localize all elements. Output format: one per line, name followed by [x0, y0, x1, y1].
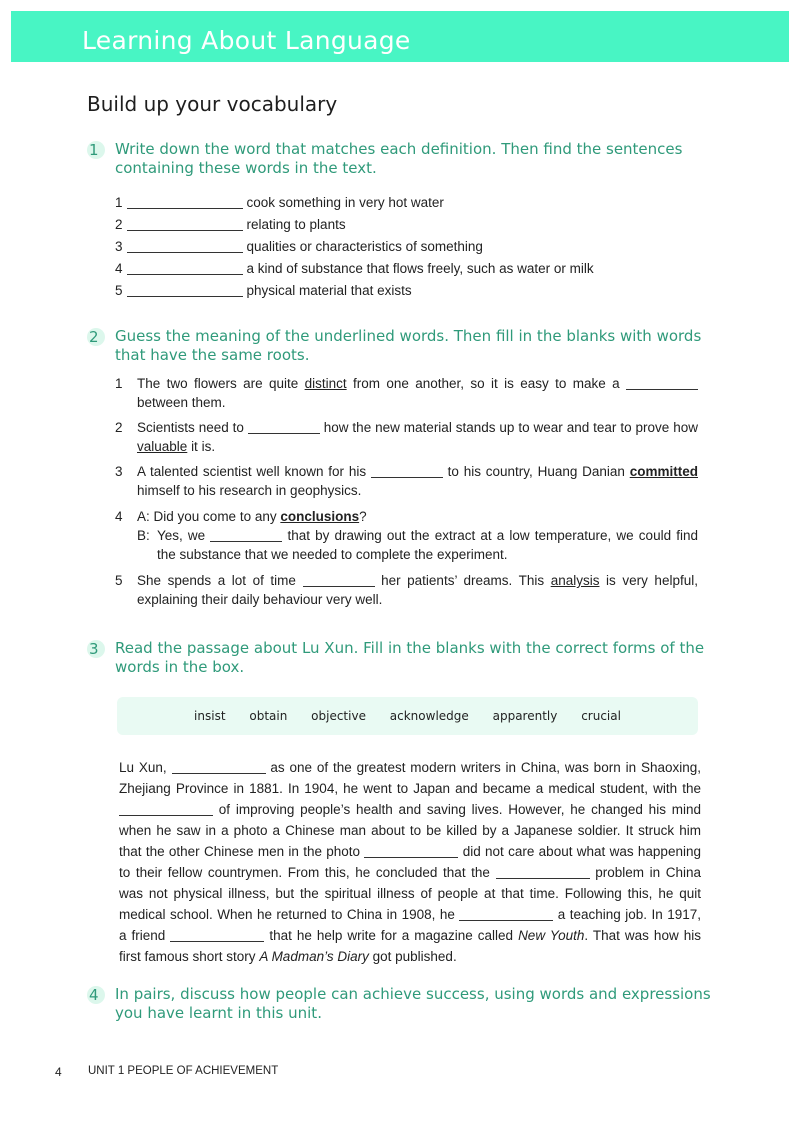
definition-item: 3 qualities or characteristics of something — [115, 239, 483, 254]
header-title: Learning About Language — [82, 26, 411, 55]
word-box-item: crucial — [581, 709, 621, 723]
word-box-item: acknowledge — [389, 709, 469, 723]
sentence-2: 2 Scientists need to how the new material stands up to wear and tear to prove how valuable it is. — [115, 420, 698, 454]
word-box — [117, 697, 698, 735]
underlined-word: committed — [629, 464, 698, 479]
exercise-2-instruction: Guess the meaning of the underlined words. Then fill in the blanks with words that have the same roots. — [115, 327, 702, 364]
underlined-word: valuable — [137, 439, 188, 454]
exercise-4-number: 4 — [87, 986, 105, 1004]
answer-blank[interactable] — [127, 282, 243, 297]
page-number: 4 — [55, 1065, 62, 1079]
definition-item: 5 physical material that exists — [115, 283, 412, 298]
underlined-word: conclusions — [280, 509, 360, 524]
answer-blank[interactable] — [303, 573, 375, 587]
exercise-3-number: 3 — [87, 640, 105, 658]
definition-item: 4 a kind of substance that flows freely, such as water or milk — [115, 261, 594, 276]
answer-blank[interactable] — [364, 844, 458, 858]
answer-blank[interactable] — [626, 376, 698, 390]
definition-list — [115, 193, 675, 303]
answer-blank[interactable] — [127, 216, 243, 231]
definition-item: 2 relating to plants — [115, 217, 346, 232]
underlined-word: distinct — [304, 376, 347, 391]
exercise-1-number: 1 — [87, 141, 105, 159]
answer-blank[interactable] — [119, 802, 213, 816]
lu-xun-passage: Lu Xun, as one of the greatest modern writers in China, was born in Shaoxing, Zhejiang Province in 1881. In 1904, he went to Japan and became a medical student, with the of improving people’s health and saving lives. However, he changed his mind when he saw in a photo a Chinese man about to be killed by a Japanese soldier. It struck him that the other Chinese men in the photo did not care about what was happening to their fellow countrymen. From this, he concluded that the problem in China was not physical illness, but the spiritual illness of people at that time. Following this, he quit medical school. When he returned to China in 1908, he a teaching job. In 1917, a friend that he help write for a magazine called New Youth. That was how his first famous short story A Madman’s Diary got published. — [119, 760, 701, 964]
sentence-4-reply: B: Yes, we that by drawing out the extract at a low temperature, we could find the substance that we needed to complete the experiment. — [137, 528, 698, 562]
word-box-item: apparently — [492, 709, 558, 723]
answer-blank[interactable] — [496, 865, 590, 879]
answer-blank[interactable] — [172, 760, 266, 774]
underlined-word: analysis — [550, 573, 600, 588]
answer-blank[interactable] — [127, 194, 243, 209]
header-banner — [11, 11, 789, 62]
word-box-item: insist — [194, 709, 226, 723]
sentence-4: 4 A: Did you come to any conclusions? — [115, 509, 367, 524]
sentence-3: 3 A talented scientist well known for his to his country, Huang Danian committed himself to his research in geophysics. — [115, 464, 698, 498]
definition-item: 1 cook something in very hot water — [115, 195, 444, 210]
exercise-4-instruction: In pairs, discuss how people can achieve success, using words and expressions you have learnt in this unit. — [115, 985, 711, 1022]
footer-unit-title: UNIT 1 PEOPLE OF ACHIEVEMENT — [88, 1065, 279, 1077]
sentence-5: 5 She spends a lot of time her patients’ dreams. This analysis is very helpful, explaining their daily behaviour very well. — [115, 573, 698, 607]
answer-blank[interactable] — [371, 464, 443, 478]
sentence-1: 1 The two flowers are quite distinct from one another, so it is easy to make a between them. — [115, 374, 698, 412]
answer-blank[interactable] — [248, 420, 320, 434]
section-title: Build up your vocabulary — [87, 92, 338, 116]
word-box-item: obtain — [249, 709, 288, 723]
word-box-item: objective — [311, 709, 366, 723]
exercise-3-instruction: Read the passage about Lu Xun. Fill in the blanks with the correct forms of the words in the box. — [115, 639, 705, 676]
answer-blank[interactable] — [127, 260, 243, 275]
answer-blank[interactable] — [127, 238, 243, 253]
answer-blank[interactable] — [210, 528, 282, 542]
answer-blank[interactable] — [459, 907, 553, 921]
exercise-2-number: 2 — [87, 328, 105, 346]
answer-blank[interactable] — [170, 928, 264, 942]
exercise-1-instruction: Write down the word that matches each definition. Then find the sentences containing these words in the text. — [115, 140, 683, 177]
